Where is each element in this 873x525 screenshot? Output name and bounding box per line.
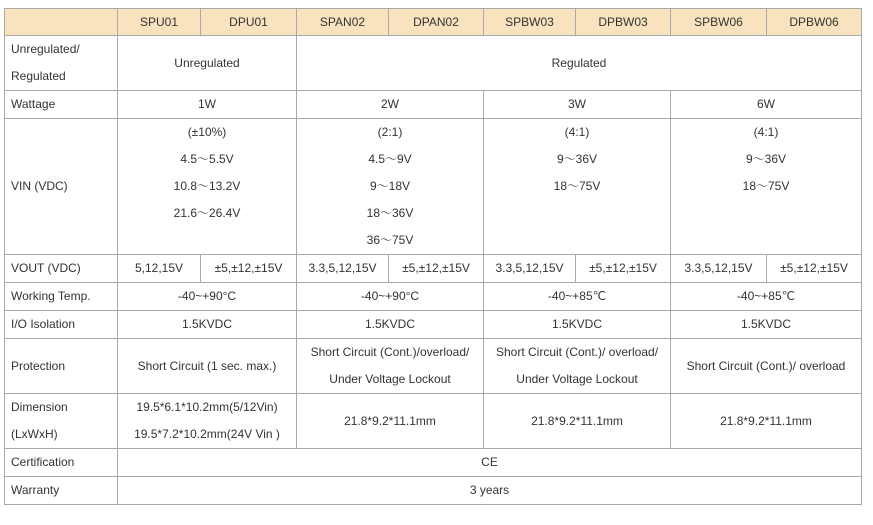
vin-line: 18～75V (742, 179, 790, 193)
vout-value: 3.3,5,12,15V (297, 255, 389, 283)
protection-line: Under Voltage Lockout (329, 372, 451, 386)
vout-value: 3.3,5,12,15V (484, 255, 576, 283)
vin-value-6w (671, 119, 862, 255)
protection-line: Short Circuit (Cont.)/overload/ (310, 345, 470, 359)
dimension-value-6w (671, 394, 862, 449)
vin-line: (4:1) (753, 125, 779, 139)
spec-table (4, 8, 862, 505)
vout-row (5, 255, 862, 283)
header-model-dpbw06: DPBW06 (767, 9, 862, 36)
vin-line: 18～75V (553, 179, 601, 193)
vin-row (5, 119, 862, 255)
certification-row (5, 449, 862, 477)
protection-line: Short Circuit (Cont.)/ overload/ (495, 345, 659, 359)
header-model-spu01: SPU01 (118, 9, 201, 36)
dimension-label-line: (LxWxH) (11, 427, 58, 441)
protection-line: Under Voltage Lockout (516, 372, 638, 386)
protection-label: Protection (5, 339, 118, 394)
dimension-label (5, 394, 118, 449)
vin-line: 36～75V (366, 233, 414, 247)
vout-value: ±5,±12,±15V (389, 255, 484, 283)
vin-label: VIN (VDC) (5, 119, 118, 255)
protection-value-3w (484, 339, 671, 394)
dimension-value-2w (297, 394, 484, 449)
dimension-line: 21.8*9.2*11.1mm (720, 413, 812, 428)
header-model-dpan02: DPAN02 (389, 9, 484, 36)
vin-line: (2:1) (377, 125, 403, 139)
vout-value: ±5,±12,±15V (767, 255, 862, 283)
isolation-label: I/O Isolation (5, 311, 118, 339)
dimension-line: 19.5*6.1*10.2mm(5/12Vin) (136, 400, 278, 414)
wattage-value: 6W (671, 91, 862, 119)
wattage-value: 1W (118, 91, 297, 119)
vin-line: (4:1) (564, 125, 590, 139)
header-model-spbw06: SPBW06 (671, 9, 767, 36)
vin-value-3w (484, 119, 671, 255)
dimension-line: 21.8*9.2*11.1mm (344, 413, 436, 428)
regulation-label (5, 36, 118, 91)
header-corner-cell (5, 9, 118, 36)
isolation-value: 1.5KVDC (671, 311, 862, 339)
temp-value: -40~+85℃ (671, 283, 862, 311)
certification-value: CE (118, 449, 862, 477)
wattage-label: Wattage (5, 91, 118, 119)
vin-line: 9～36V (745, 152, 787, 166)
regulation-label-line: Unregulated/ (11, 42, 80, 56)
dimension-line: 21.8*9.2*11.1mm (531, 413, 623, 428)
vout-value: ±5,±12,±15V (576, 255, 671, 283)
vin-line: 18～36V (366, 206, 414, 220)
header-model-dpbw03: DPBW03 (576, 9, 671, 36)
wattage-row (5, 91, 862, 119)
temp-label: Working Temp. (5, 283, 118, 311)
protection-row (5, 339, 862, 394)
isolation-row (5, 311, 862, 339)
protection-value-2w (297, 339, 484, 394)
warranty-row (5, 477, 862, 505)
header-row (5, 9, 862, 36)
vin-line: 4.5～5.5V (180, 152, 234, 166)
vin-line: 9～36V (556, 152, 598, 166)
vin-value-2w (297, 119, 484, 255)
regulation-row (5, 36, 862, 91)
vout-value: ±5,±12,±15V (201, 255, 297, 283)
isolation-value: 1.5KVDC (484, 311, 671, 339)
temp-row (5, 283, 862, 311)
vin-line: 9～18V (369, 179, 411, 193)
dimension-row (5, 394, 862, 449)
header-model-span02: SPAN02 (297, 9, 389, 36)
vin-line: 4.5～9V (368, 152, 412, 166)
vin-line: (±10%) (187, 125, 227, 139)
temp-value: -40~+90°C (297, 283, 484, 311)
dimension-value-1w (118, 394, 297, 449)
warranty-label: Warranty (5, 477, 118, 505)
header-model-spbw03: SPBW03 (484, 9, 576, 36)
header-model-dpu01: DPU01 (201, 9, 297, 36)
regulation-label-line: Regulated (11, 69, 66, 83)
certification-label: Certification (5, 449, 118, 477)
wattage-value: 2W (297, 91, 484, 119)
vout-value: 3.3,5,12,15V (671, 255, 767, 283)
isolation-value: 1.5KVDC (118, 311, 297, 339)
wattage-value: 3W (484, 91, 671, 119)
dimension-label-line: Dimension (11, 400, 68, 414)
protection-value-1w (118, 339, 297, 394)
warranty-value: 3 years (118, 477, 862, 505)
regulation-value-2w-6w: Regulated (297, 36, 862, 91)
vout-value: 5,12,15V (118, 255, 201, 283)
vout-label: VOUT (VDC) (5, 255, 118, 283)
vin-line: 21.6～26.4V (173, 206, 241, 220)
regulation-value-1w: Unregulated (118, 36, 297, 91)
protection-line: Short Circuit (1 sec. max.) (137, 358, 277, 373)
dimension-value-3w (484, 394, 671, 449)
vin-value-1w (118, 119, 297, 255)
temp-value: -40~+90°C (118, 283, 297, 311)
temp-value: -40~+85℃ (484, 283, 671, 311)
protection-line: Short Circuit (Cont.)/ overload (686, 358, 846, 373)
vin-line: 10.8～13.2V (173, 179, 241, 193)
protection-value-6w (671, 339, 862, 394)
isolation-value: 1.5KVDC (297, 311, 484, 339)
dimension-line: 19.5*7.2*10.2mm(24V Vin ) (134, 427, 280, 441)
